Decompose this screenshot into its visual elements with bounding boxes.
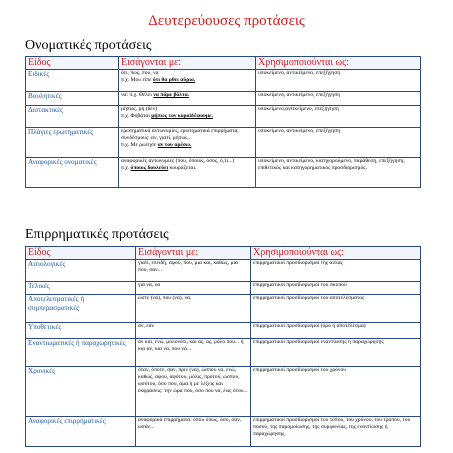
adverbial-section-title: Επιρρηματικές προτάσεις: [25, 227, 169, 242]
table-row: [26, 158, 421, 188]
row-use: υποκείμενο, αντικείμενο, κατηγορούμενο, παράθεση, επεξήγηση, επιθετικός και κατηγορηματικός προσδιορισμός.: [256, 158, 421, 188]
intro-text: αναφορικές αντωνυμίες (που, όποιος, όσος, ό,τι...): [121, 158, 235, 164]
header-use: Χρησιμοποιούνται ως:: [251, 247, 421, 260]
row-intro: αν και, ενώ, μολονότι, και ας, ας, μόλο που... ή και αν, και να, που να...: [136, 339, 251, 367]
header-use: Χρησιμοποιούνται ως:: [256, 57, 421, 70]
example-text: μήπως τον κοροϊδέψουμε.: [151, 113, 213, 119]
table-row: [26, 92, 421, 106]
table-row: [26, 417, 421, 447]
header-kind: Είδος: [26, 57, 119, 70]
row-intro: [119, 106, 256, 128]
table-row: [26, 367, 421, 417]
row-intro: αναφορικά επιρρήματα: όπου όπως, όσο, σαν, ωσάν...: [136, 417, 251, 447]
table-header-row: [26, 57, 421, 70]
row-kind: Χρονικές: [26, 367, 136, 417]
row-intro: αν, εάν: [136, 323, 251, 339]
table-row: [26, 106, 421, 128]
row-kind: Ειδικές: [26, 70, 119, 92]
row-use: επιρρηματικοί προσδιορισμοί του σκοπού: [251, 282, 421, 295]
row-use: επιρρηματικοί προσδιορισμοί εναντίωσης ή παραχώρησης: [251, 339, 421, 367]
example-suffix: κουράζεται.: [168, 165, 197, 171]
row-kind: Βουλητικές: [26, 92, 119, 106]
table-row: [26, 295, 421, 323]
example-text: αν του αρέσω.: [157, 142, 192, 148]
table-header-row: [26, 247, 421, 260]
nominal-section-title: Ονοματικές προτάσεις: [25, 38, 152, 53]
row-kind: Αιτιολογικές: [26, 260, 136, 282]
table-row: [26, 70, 421, 92]
example-text: όποιος δουλεύει: [130, 165, 169, 171]
row-intro: γιατί, επειδή, αφού, που, μια και, καθώς, μια που, σαν...: [136, 260, 251, 282]
row-use: υποκείμενο, αντικείμενο, επεξήγηση: [256, 92, 421, 106]
row-use: επιρρηματικοί προσδιορισμοί της αιτίας: [251, 260, 421, 282]
table-row: [26, 282, 421, 295]
row-intro: [119, 158, 256, 188]
header-kind: Είδος: [26, 247, 136, 260]
page-title: Δευτερεύουσες προτάσεις: [148, 13, 305, 29]
row-use: υποκείμενο, αντικείμενο, επεξήγηση: [256, 128, 421, 158]
example-prefix: π.χ. Μου είπε: [121, 77, 153, 83]
example-text: να πάμε βόλτα.: [153, 92, 190, 98]
example-prefix: π.χ. Φοβάται: [121, 113, 152, 119]
row-use: επιρρηματικοί προσδιορισμοί του αποτελέσματος: [251, 295, 421, 323]
row-use: επιρρηματικοί προσδιορισμοί του χρόνου: [251, 367, 421, 417]
intro-text: ότι, πως, που, να: [121, 70, 159, 76]
row-kind: Αναφορικές ονοματικές: [26, 158, 119, 188]
example-prefix: π.χ.: [121, 165, 131, 171]
row-intro: [119, 128, 256, 158]
header-intro: Εισάγονται με:: [119, 57, 256, 70]
row-intro: όταν, όποτε, σαν, πριν (να), ώσπου να, ενώ, καθώς, αφού, αφότου, μόλις, προτού, ώσπου, ωσότου, όσο που, άμα ή με λέξεις και εκφράσεις: την ώρα που, όσο που να, έως ότου...: [136, 367, 251, 417]
row-kind: Τελικές: [26, 282, 136, 295]
intro-text: μήπως, μη (δεν): [121, 106, 158, 112]
adverbial-table: [25, 246, 421, 447]
row-intro: [119, 92, 256, 106]
row-use: επιρρηματικοί προσδιορισμοί του τόπου, του χρόνου, του τρόπου, του ποσού, της παρομοίωσης, της συμφωνίας, της εναντίωσης ή παραχώρησης.: [251, 417, 421, 447]
nominal-table: [25, 56, 421, 188]
example-prefix: να: π.χ. Θέλει: [121, 92, 154, 98]
table-row: [26, 128, 421, 158]
row-kind: Αποτελεσματικές ή συμπερασματικές: [26, 295, 136, 323]
row-kind: Διστακτικές: [26, 106, 119, 128]
row-kind: Εναντιωματικές ή παραχωρητικές: [26, 339, 136, 367]
row-kind: Αναφορικές επιρρηματικές: [26, 417, 136, 447]
row-intro: [119, 70, 256, 92]
row-intro: για να, να: [136, 282, 251, 295]
table-row: [26, 260, 421, 282]
example-text: ότι θα ρθει αύριο.: [152, 77, 196, 83]
row-kind: Πλάγιες ερωτηματικές: [26, 128, 119, 158]
row-use: υποκείμενο,αντικείμενο, επεξήγηση: [256, 106, 421, 128]
row-intro: ώστε (να), που (να), να,: [136, 295, 251, 323]
row-kind: Υποθετικές: [26, 323, 136, 339]
row-use: υποκείμενο, αντικείμενο, επεξήγηση: [256, 70, 421, 92]
intro-text: ερωτηματικά αντωνυμίες, ερωτηματικά επιρρήματα, συνδέσμους: αν, γιατί, μήπως...: [121, 128, 239, 141]
example-prefix: π.χ. Με ρώτησε: [121, 142, 158, 148]
table-row: [26, 339, 421, 367]
table-row: [26, 323, 421, 339]
row-use: επιρρηματικοί προσδιορισμοί (όρο ή αποτέλεσμα): [251, 323, 421, 339]
header-intro: Εισάγονται με:: [136, 247, 251, 260]
